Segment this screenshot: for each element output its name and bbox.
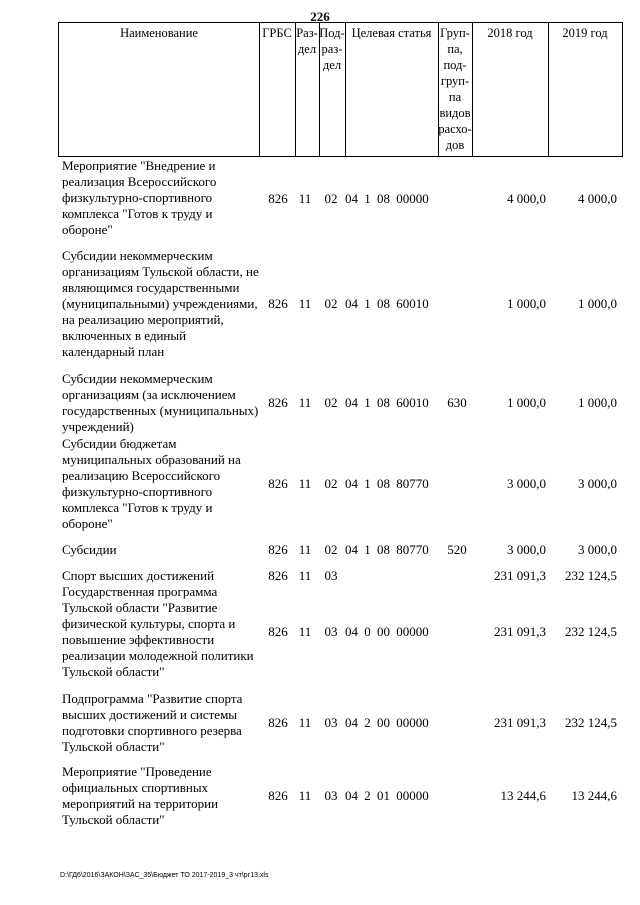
row-2018: 231 091,3	[494, 624, 546, 639]
header-target: Целевая статья	[351, 26, 432, 40]
row-razdel: 11	[298, 788, 312, 803]
header-grbs: ГРБС	[262, 26, 292, 40]
row-2018: 231 091,3	[494, 715, 546, 730]
row-2019: 232 124,5	[565, 568, 617, 583]
row-grbs: 826	[268, 715, 288, 730]
row-2019: 232 124,5	[565, 624, 617, 639]
row-razdel: 11	[298, 296, 312, 311]
row-podrazdel: 02	[324, 476, 338, 491]
row-vr: 630	[447, 395, 467, 410]
row-name: Субсидии некоммерческим организациям Тульской области, не являющимся государственными (муниципальными) учреждениями, на реализацию мероприятий, включенных в единый календарный план	[62, 248, 259, 359]
row-grbs: 826	[268, 788, 288, 803]
row-name: Мероприятие "Проведение официальных спортивных мероприятий на территории Тульской области"	[62, 764, 219, 827]
row-podrazdel: 03	[324, 568, 338, 583]
row-2018: 3 000,0	[507, 542, 546, 557]
header-razdel: Раз- дел	[296, 26, 318, 56]
row-2019: 3 000,0	[578, 476, 617, 491]
page-number: 226	[310, 9, 330, 24]
row-name: Государственная программа Тульской области "Развитие физической культуры, спорта и повышение эффективности реализации молодежной политики Тульской области"	[62, 584, 254, 679]
row-2019: 1 000,0	[578, 395, 617, 410]
row-podrazdel: 02	[324, 395, 338, 410]
header-2019: 2019 год	[562, 26, 608, 40]
row-grbs: 826	[268, 191, 288, 206]
row-podrazdel: 02	[324, 542, 338, 557]
row-2019: 1 000,0	[578, 296, 617, 311]
row-target: 04 2 00 00000	[345, 715, 429, 730]
row-grbs: 826	[268, 542, 288, 557]
row-target: 04 1 08 00000	[345, 191, 429, 206]
row-razdel: 11	[298, 715, 312, 730]
row-2018: 4 000,0	[507, 191, 546, 206]
row-target: 04 1 08 80770	[345, 476, 429, 491]
row-2018: 3 000,0	[507, 476, 546, 491]
row-target: 04 2 01 00000	[345, 788, 429, 803]
row-name: Субсидии	[62, 542, 117, 557]
row-podrazdel: 02	[324, 296, 338, 311]
row-target: 04 1 08 80770	[345, 542, 429, 557]
row-razdel: 11	[298, 624, 312, 639]
row-razdel: 11	[298, 395, 312, 410]
row-razdel: 11	[298, 568, 312, 583]
header-2018: 2018 год	[487, 26, 533, 40]
row-vr: 520	[447, 542, 467, 557]
header-podrazdel: Под- раз- дел	[319, 26, 345, 72]
row-2019: 3 000,0	[578, 542, 617, 557]
row-grbs: 826	[268, 395, 288, 410]
row-podrazdel: 03	[324, 624, 338, 639]
row-name: Подпрограмма "Развитие спорта высших достижений и системы подготовки спортивного резерва Тульской области"	[62, 691, 243, 754]
row-2018: 13 244,6	[500, 788, 546, 803]
header-vr: Груп- па, под- груп- па видов расхо- дов	[438, 26, 472, 152]
row-grbs: 826	[268, 568, 288, 583]
row-2018: 231 091,3	[494, 568, 546, 583]
row-name: Спорт высших достижений	[62, 568, 215, 583]
row-grbs: 826	[268, 476, 288, 491]
row-grbs: 826	[268, 624, 288, 639]
row-target: 04 0 00 00000	[345, 624, 429, 639]
row-2018: 1 000,0	[507, 296, 546, 311]
row-razdel: 11	[298, 542, 312, 557]
header-name: Наименование	[120, 26, 198, 40]
row-2019: 232 124,5	[565, 715, 617, 730]
row-name: Субсидии бюджетам муниципальных образований на реализацию Всероссийского физкультурно-спортивного комплекса "Готов к труду и обороне"	[62, 436, 241, 531]
row-2019: 4 000,0	[578, 191, 617, 206]
table-header	[58, 22, 623, 157]
row-razdel: 11	[298, 191, 312, 206]
row-podrazdel: 03	[324, 715, 338, 730]
row-target: 04 1 08 60010	[345, 296, 429, 311]
row-2019: 13 244,6	[571, 788, 617, 803]
row-name: Субсидии некоммерческим организациям (за исключением государственных (муниципальных) учреждений)	[62, 371, 259, 434]
row-grbs: 826	[268, 296, 288, 311]
row-name: Мероприятие "Внедрение и реализация Всероссийского физкультурно-спортивного комплекса "Готов к труду и обороне"	[62, 158, 217, 237]
row-2018: 1 000,0	[507, 395, 546, 410]
row-target: 04 1 08 60010	[345, 395, 429, 410]
row-razdel: 11	[298, 476, 312, 491]
row-podrazdel: 03	[324, 788, 338, 803]
row-podrazdel: 02	[324, 191, 338, 206]
file-path-footer: D:\ГД6\2016\ЗАКОН\ЗАС_35\Бюджет ТО 2017-2019_3 чт\рг13.xls	[60, 872, 269, 879]
